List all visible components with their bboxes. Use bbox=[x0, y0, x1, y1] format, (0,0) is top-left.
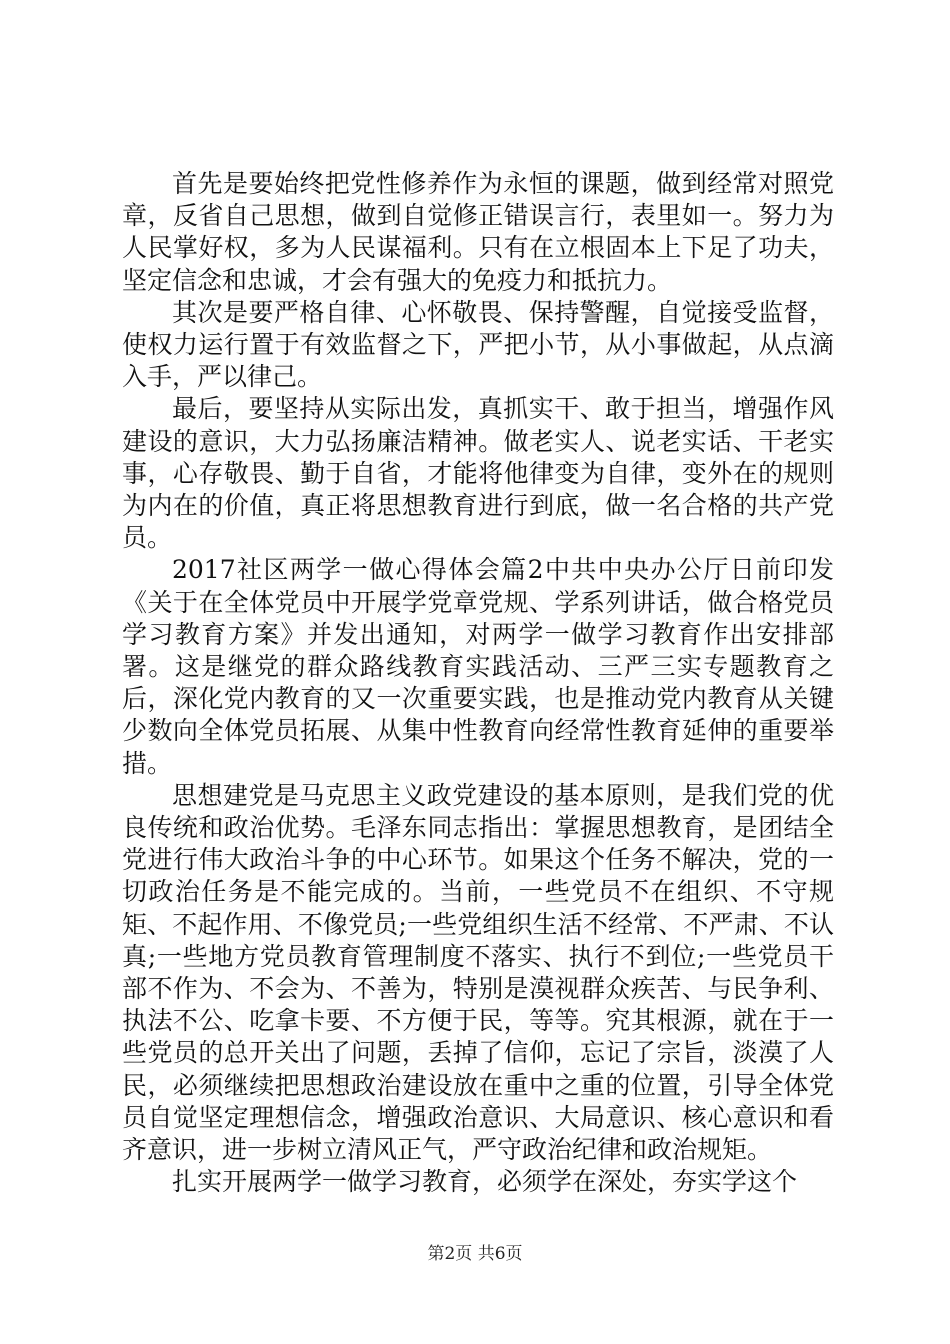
body-text bbox=[122, 168, 834, 1199]
paragraph-6: 扎实开展两学一做学习教育，必须学在深处，夯实学这个 bbox=[172, 1167, 798, 1197]
paragraph-2: 其次是要严格自律、心怀敬畏、保持警醒，自觉接受监督，使权力运行置于有效监督之下，严把小节，从小事做起，从点滴入手，严以律己。 bbox=[122, 297, 834, 392]
paragraph-5: 思想建党是马克思主义政党建设的基本原则，是我们党的优良传统和政治优势。毛泽东同志指出：掌握思想教育，是团结全党进行伟大政治斗争的中心环节。如果这个任务不解决，党的一切政治任务是不能完成的。当前，一些党员不在组织、不守规矩、不起作用、不像党员;一些党组织生活不经常、不严肃、不认真;一些地方党员教育管理制度不落实、执行不到位;一些党员干部不作为、不会为、不善为，特别是漠视群众疾苦、与民争利、执法不公、吃拿卡要、不方便于民，等等。究其根源，就在于一些党员的总开关出了问题，丢掉了信仰，忘记了宗旨，淡漠了人民，必须继续把思想政治建设放在重中之重的位置，引导全体党员自觉坚定理想信念，增强政治意识、大局意识、核心意识和看齐意识，进一步树立清风正气，严守政治纪律和政治规矩。 bbox=[122, 780, 834, 1165]
paragraph-1: 首先是要始终把党性修养作为永恒的课题，做到经常对照党章，反省自己思想，做到自觉修正错误言行，表里如一。努力为人民掌好权，多为人民谋福利。只有在立根固本上下足了功夫，坚定信念和忠诚，才会有强大的免疫力和抵抗力。 bbox=[122, 169, 834, 295]
paragraph-4: 2017社区两学一做心得体会篇2中共中央办公厅日前印发《关于在全体党员中开展学党章党规、学系列讲话，做合格党员学习教育方案》并发出通知，对两学一做学习教育作出安排部署。这是继党的群众路线教育实践活动、三严三实专题教育之后，深化党内教育的又一次重要实践，也是推动党内教育从关键少数向全体党员拓展、从集中性教育向经常性教育延伸的重要举措。 bbox=[122, 555, 834, 778]
page-footer: 第2页 共6页 bbox=[427, 1244, 523, 1264]
paragraph-3: 最后，要坚持从实际出发，真抓实干、敢于担当，增强作风建设的意识，大力弘扬廉洁精神。做老实人、说老实话、干老实事，心存敬畏、勤于自省，才能将他律变为自律，变外在的规则为内在的价值，真正将思想教育进行到底，做一名合格的共产党员。 bbox=[122, 394, 834, 553]
